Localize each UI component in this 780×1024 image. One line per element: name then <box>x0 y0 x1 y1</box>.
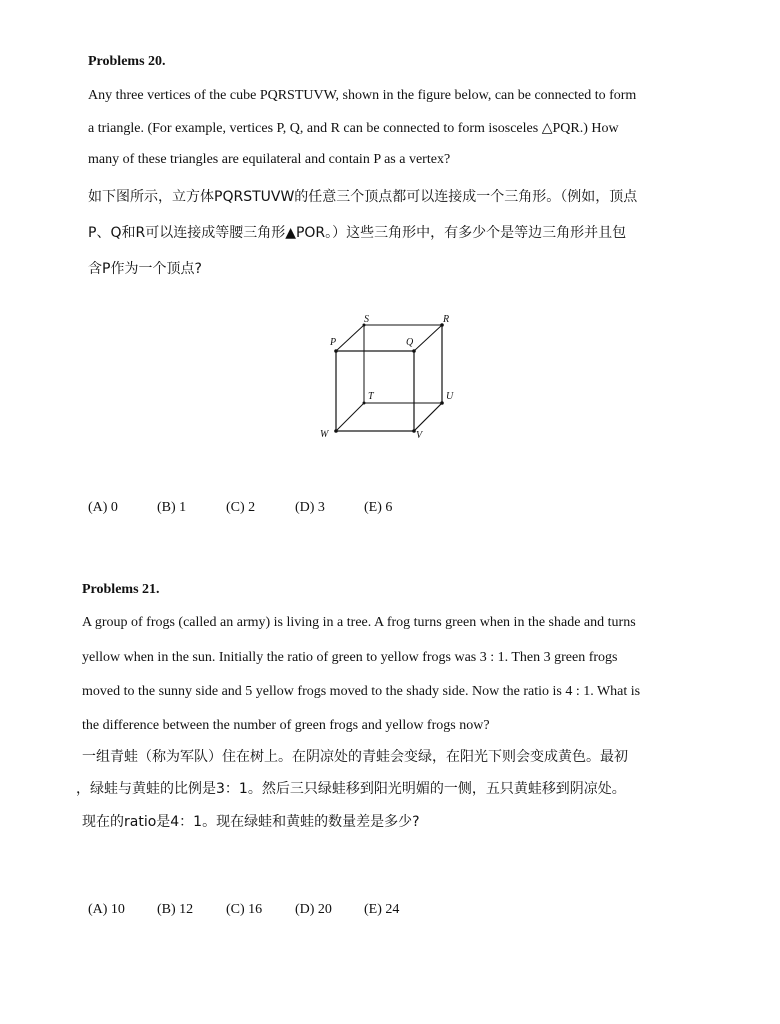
vertex-label-w: W <box>320 429 329 440</box>
vertex-label-r: R <box>443 314 450 325</box>
vertex-dot-p <box>334 349 338 353</box>
problem-20-zh-line-2: P、Q和R可以连接成等腰三角形▲POR。）这些三角形中，有多少个是等边三角形并且包 <box>88 225 627 241</box>
choice-21-b[interactable]: (B) 12 <box>157 902 194 917</box>
problem-20-text-line-3: many of these triangles are equilateral and contain P as a vertex? <box>88 152 451 167</box>
problem-20-heading: Problems 20. <box>88 54 166 69</box>
vertex-label-s: S <box>364 314 369 325</box>
problem-20-zh-line-1: 如下图所示，立方体PQRSTUVW的任意三个顶点都可以连接成一个三角形。（例如，顶点 <box>88 189 638 205</box>
problem-21-heading: Problems 21. <box>82 582 160 597</box>
cube-edge-vu <box>414 403 442 431</box>
problem-21-text-line-3: moved to the sunny side and 5 yellow frogs moved to the shady side. Now the ratio is 4 : 1. What is <box>82 684 641 699</box>
choice-20-c[interactable]: (C) 2 <box>226 500 256 515</box>
choice-20-e[interactable]: (E) 6 <box>364 500 393 515</box>
vertex-label-q: Q <box>406 337 414 348</box>
problem-21-zh-line-1: 一组青蛙（称为军队）住在树上。在阴凉处的青蛙会变绿，在阳光下则会变成黄色。最初 <box>82 749 628 765</box>
vertex-label-t: T <box>368 391 374 402</box>
cube-figure <box>300 305 470 445</box>
problem-20-text-line-2: a triangle. (For example, vertices P, Q, and R can be connected to form isosceles △PQR.) How <box>88 121 619 136</box>
vertex-label-u: U <box>446 391 454 402</box>
vertex-dot-w <box>334 429 338 433</box>
choice-21-d[interactable]: (D) 20 <box>295 902 332 917</box>
vertex-dot-q <box>412 349 416 353</box>
problem-20-zh-line-3: 含P作为一个顶点? <box>88 261 202 277</box>
problem-21-text-line-4: the difference between the number of green frogs and yellow frogs now? <box>82 718 490 733</box>
problem-21-text-line-1: A group of frogs (called an army) is living in a tree. A frog turns green when in the shade and turns <box>82 615 636 630</box>
problem-21-zh-line-2: ，绿蛙与黄蛙的比例是3：1。然后三只绿蛙移到阳光明媚的一侧，五只黄蛙移到阴凉处。 <box>76 781 626 797</box>
cube-edge-qr <box>414 325 442 351</box>
problem-21-choices <box>88 902 488 922</box>
choice-21-c[interactable]: (C) 16 <box>226 902 263 917</box>
vertex-dot-u <box>440 401 444 405</box>
problem-20-choices <box>88 500 488 520</box>
problem-20-text-line-1: Any three vertices of the cube PQRSTUVW, shown in the figure below, can be connected to form <box>88 88 637 103</box>
choice-20-b[interactable]: (B) 1 <box>157 500 187 515</box>
vertex-label-p: P <box>330 337 337 348</box>
choice-21-a[interactable]: (A) 10 <box>88 902 125 917</box>
choice-20-d[interactable]: (D) 3 <box>295 500 325 515</box>
problem-21-zh-line-3: 现在的ratio是4：1。现在绿蛙和黄蛙的数量差是多少? <box>82 814 420 830</box>
choice-21-e[interactable]: (E) 24 <box>364 902 400 917</box>
vertex-dot-t <box>363 402 366 405</box>
cube-edge-wt <box>336 403 364 431</box>
problem-21-text-line-2: yellow when in the sun. Initially the ratio of green to yellow frogs was 3 : 1. Then 3 green frogs <box>82 650 618 665</box>
vertex-label-v: V <box>416 430 423 441</box>
choice-20-a[interactable]: (A) 0 <box>88 500 118 515</box>
cube-edge-ps <box>336 325 364 351</box>
